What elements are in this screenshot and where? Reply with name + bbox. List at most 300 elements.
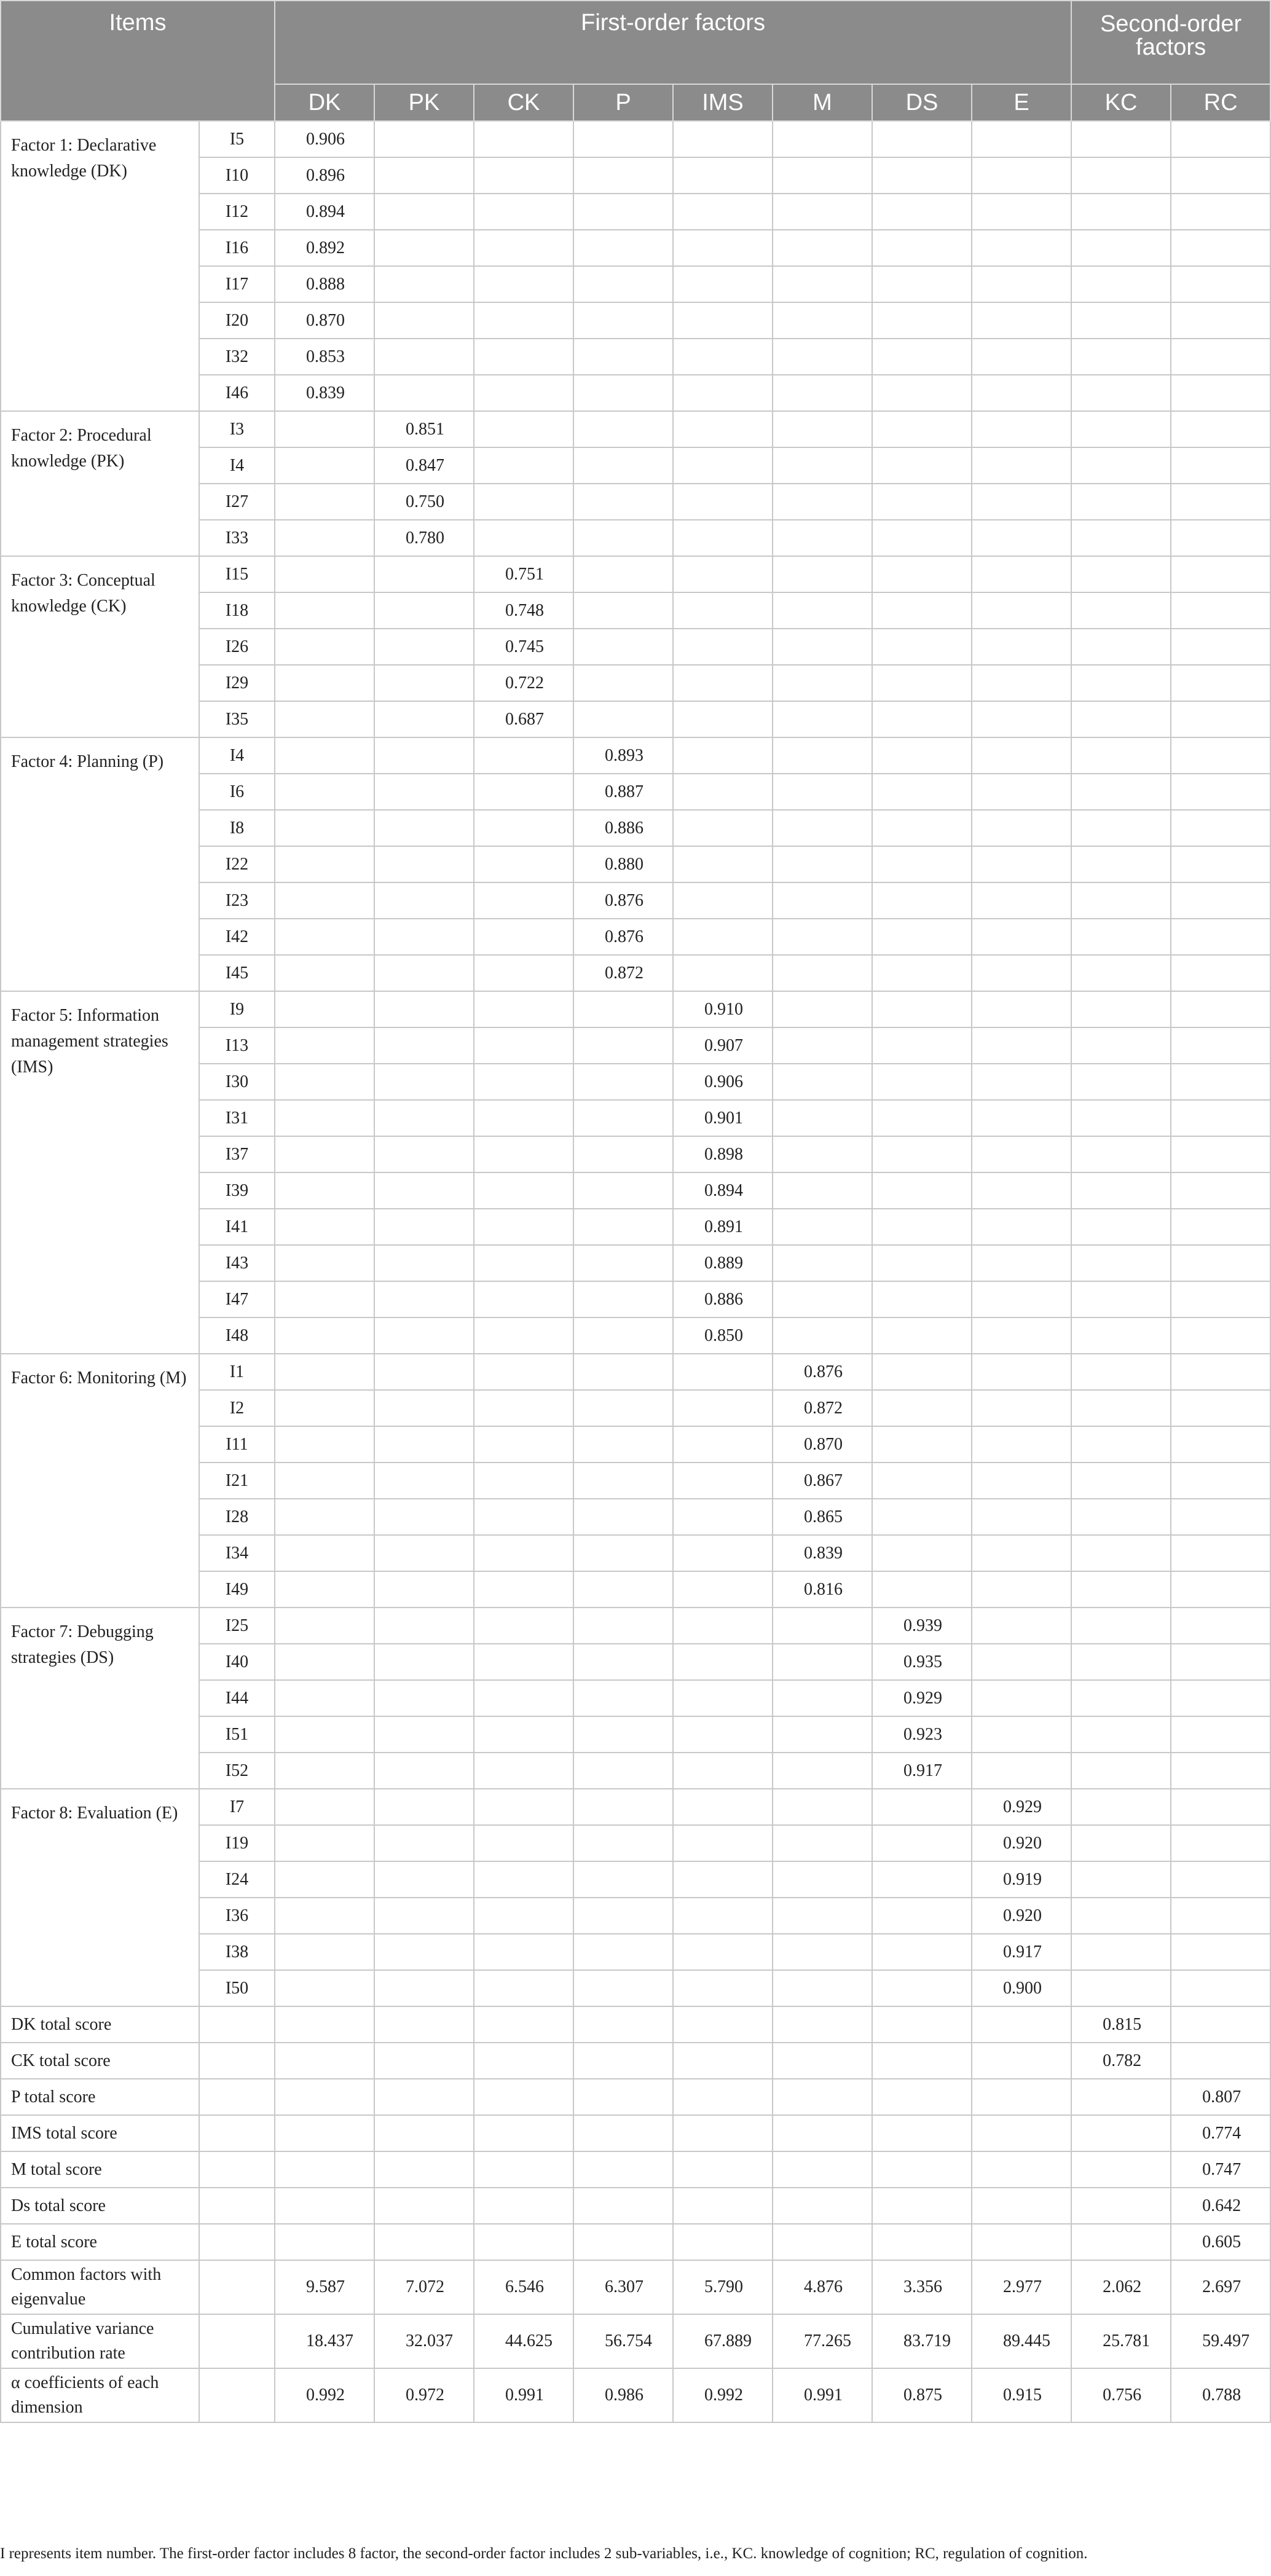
empty-cell [1171, 1281, 1270, 1317]
empty-cell [673, 1644, 773, 1680]
empty-cell [275, 2224, 374, 2260]
empty-cell [673, 1608, 773, 1644]
empty-cell [972, 1644, 1071, 1680]
table-row [1, 1608, 1270, 1644]
loading-value: 0.886 [573, 810, 673, 846]
empty-cell [872, 1245, 972, 1281]
empty-cell [275, 1825, 374, 1861]
table-row [1, 2260, 1270, 2314]
empty-cell [1071, 774, 1171, 810]
empty-cell [972, 1136, 1071, 1172]
empty-cell [275, 447, 374, 484]
empty-cell [673, 1825, 773, 1861]
empty-cell [872, 157, 972, 194]
empty-cell [275, 882, 374, 919]
empty-cell [773, 919, 872, 955]
empty-cell [673, 919, 773, 955]
empty-cell [673, 266, 773, 302]
empty-cell [673, 1463, 773, 1499]
empty-cell [872, 629, 972, 665]
loading-value: 0.780 [374, 520, 474, 556]
empty-cell [1171, 1716, 1270, 1753]
empty-cell [573, 230, 673, 266]
empty-cell [275, 1100, 374, 1136]
loading-value: 0.876 [573, 882, 673, 919]
empty-cell [1071, 302, 1171, 339]
empty-cell [1171, 1861, 1270, 1898]
empty-cell [573, 2079, 673, 2115]
loading-value: 0.896 [275, 157, 374, 194]
empty-cell [374, 2043, 474, 2079]
empty-cell [1171, 1535, 1270, 1571]
empty-cell [773, 701, 872, 737]
empty-cell [872, 1861, 972, 1898]
loading-value: 0.889 [673, 1245, 773, 1281]
empty-cell [773, 1209, 872, 1245]
empty-cell [573, 1172, 673, 1209]
empty-cell [474, 919, 573, 955]
empty-cell [573, 266, 673, 302]
loading-value: 0.865 [773, 1499, 872, 1535]
item-number: I41 [199, 1209, 275, 1245]
empty-cell [773, 2006, 872, 2043]
empty-cell [275, 2079, 374, 2115]
empty-cell [474, 1426, 573, 1463]
empty-cell [474, 2079, 573, 2115]
empty-cell [972, 2006, 1071, 2043]
empty-cell [673, 2079, 773, 2115]
empty-cell [773, 1644, 872, 1680]
empty-cell [773, 1136, 872, 1172]
table-row [1, 2115, 1270, 2151]
empty-cell [573, 1789, 673, 1825]
empty-cell [374, 230, 474, 266]
empty-cell [573, 2151, 673, 2188]
empty-cell [1071, 1644, 1171, 1680]
empty-cell [474, 2151, 573, 2188]
total-score-label: IMS total score [1, 2115, 199, 2151]
empty-cell [1071, 1789, 1171, 1825]
empty-cell [1071, 411, 1171, 447]
loading-value: 0.929 [972, 1789, 1071, 1825]
total-score-label: P total score [1, 2079, 199, 2115]
empty-cell [773, 2188, 872, 2224]
empty-cell [1071, 194, 1171, 230]
empty-cell [972, 1390, 1071, 1426]
item-number: I37 [199, 1136, 275, 1172]
loading-value: 0.605 [1171, 2224, 1270, 2260]
empty-cell [374, 1716, 474, 1753]
empty-cell [872, 230, 972, 266]
empty-cell [773, 157, 872, 194]
empty-cell [275, 955, 374, 991]
empty-cell [673, 1861, 773, 1898]
empty-cell [374, 194, 474, 230]
empty-cell [573, 1317, 673, 1354]
empty-cell [374, 1825, 474, 1861]
empty-cell [275, 2151, 374, 2188]
loading-value: 0.748 [474, 592, 573, 629]
empty-cell [1171, 1064, 1270, 1100]
empty-cell [1171, 737, 1270, 774]
empty-cell [474, 2006, 573, 2043]
empty-cell [872, 1027, 972, 1064]
empty-cell [474, 955, 573, 991]
empty-cell [275, 1463, 374, 1499]
empty-cell [374, 846, 474, 882]
empty-cell [972, 1027, 1071, 1064]
item-number: I13 [199, 1027, 275, 1064]
empty-cell [972, 1317, 1071, 1354]
empty-cell [374, 665, 474, 701]
empty-cell [1071, 1463, 1171, 1499]
loading-value: 0.917 [972, 1934, 1071, 1970]
empty-cell [474, 882, 573, 919]
empty-cell [374, 2188, 474, 2224]
empty-cell [374, 1571, 474, 1608]
empty-cell [972, 1426, 1071, 1463]
empty-cell [474, 1825, 573, 1861]
summary-value: 2.062 [1071, 2260, 1171, 2314]
empty-cell [474, 1317, 573, 1354]
column-header-ims: IMS [673, 84, 773, 121]
empty-cell [275, 592, 374, 629]
empty-cell [872, 1934, 972, 1970]
empty-cell [474, 737, 573, 774]
empty-cell [673, 1499, 773, 1535]
empty-cell [275, 1317, 374, 1354]
item-number: I42 [199, 919, 275, 955]
empty-cell [1071, 1571, 1171, 1608]
empty-cell [972, 1608, 1071, 1644]
column-header-kc: KC [1071, 84, 1171, 121]
empty-cell [275, 2006, 374, 2043]
item-number: I28 [199, 1499, 275, 1535]
table-row [1, 1354, 1270, 1390]
empty-cell [1071, 737, 1171, 774]
loading-value: 0.917 [872, 1753, 972, 1789]
table-row [1, 2188, 1270, 2224]
empty-cell [972, 882, 1071, 919]
empty-cell [972, 991, 1071, 1027]
item-number: I1 [199, 1354, 275, 1390]
summary-value: 0.756 [1071, 2368, 1171, 2422]
empty-cell [1171, 1970, 1270, 2006]
loading-value: 0.906 [275, 121, 374, 157]
empty-cell [773, 2043, 872, 2079]
empty-cell [474, 1789, 573, 1825]
loading-value: 0.900 [972, 1970, 1071, 2006]
item-number: I6 [199, 774, 275, 810]
empty-cell [872, 121, 972, 157]
item-number: I43 [199, 1245, 275, 1281]
empty-cell [1171, 1825, 1270, 1861]
empty-cell [573, 1281, 673, 1317]
empty-cell [673, 1571, 773, 1608]
empty-cell [275, 1934, 374, 1970]
loading-value: 0.906 [673, 1064, 773, 1100]
empty-cell [673, 1354, 773, 1390]
empty-cell [1171, 2006, 1270, 2043]
empty-cell [872, 1317, 972, 1354]
total-score-label: E total score [1, 2224, 199, 2260]
empty-cell [1171, 774, 1270, 810]
empty-cell [275, 1136, 374, 1172]
empty-cell [872, 2224, 972, 2260]
summary-value: 0.991 [474, 2368, 573, 2422]
empty-cell [673, 1535, 773, 1571]
empty-cell [573, 2188, 673, 2224]
empty-cell [573, 447, 673, 484]
loading-value: 0.745 [474, 629, 573, 665]
table-row [1, 2079, 1270, 2115]
empty-cell [872, 2188, 972, 2224]
empty-cell [275, 629, 374, 665]
empty-cell [872, 592, 972, 629]
item-number: I27 [199, 484, 275, 520]
item-number: I20 [199, 302, 275, 339]
empty-cell [275, 1789, 374, 1825]
empty-cell [1171, 1898, 1270, 1934]
empty-cell [374, 302, 474, 339]
empty-cell [773, 375, 872, 411]
summary-value: 18.437 [275, 2314, 374, 2368]
empty-cell [199, 2079, 275, 2115]
empty-cell [773, 1716, 872, 1753]
empty-cell [673, 1716, 773, 1753]
empty-cell [673, 1680, 773, 1716]
empty-cell [573, 1064, 673, 1100]
item-number: I24 [199, 1861, 275, 1898]
item-number: I15 [199, 556, 275, 592]
empty-cell [872, 1136, 972, 1172]
empty-cell [1071, 339, 1171, 375]
item-number: I21 [199, 1463, 275, 1499]
loading-value: 0.870 [275, 302, 374, 339]
factor-label: Factor 8: Evaluation (E) [1, 1789, 199, 2006]
empty-cell [1171, 810, 1270, 846]
loading-value: 0.886 [673, 1281, 773, 1317]
empty-cell [773, 737, 872, 774]
loading-value: 0.774 [1171, 2115, 1270, 2151]
empty-cell [474, 2043, 573, 2079]
empty-cell [872, 556, 972, 592]
loading-value: 0.891 [673, 1209, 773, 1245]
empty-cell [673, 2115, 773, 2151]
empty-cell [1171, 556, 1270, 592]
item-number: I9 [199, 991, 275, 1027]
item-number: I48 [199, 1317, 275, 1354]
column-header-dk: DK [275, 84, 374, 121]
empty-cell [1171, 1463, 1270, 1499]
empty-cell [1171, 629, 1270, 665]
item-number: I11 [199, 1426, 275, 1463]
table-row [1, 1789, 1270, 1825]
empty-cell [275, 1898, 374, 1934]
empty-cell [474, 1861, 573, 1898]
empty-cell [673, 1426, 773, 1463]
loading-value: 0.894 [275, 194, 374, 230]
empty-cell [374, 1136, 474, 1172]
empty-cell [474, 1027, 573, 1064]
loading-value: 0.901 [673, 1100, 773, 1136]
item-number: I39 [199, 1172, 275, 1209]
loading-value: 0.929 [872, 1680, 972, 1716]
empty-cell [275, 665, 374, 701]
loading-value: 0.782 [1071, 2043, 1171, 2079]
empty-cell [773, 1789, 872, 1825]
empty-cell [872, 665, 972, 701]
empty-cell [972, 810, 1071, 846]
empty-cell [573, 665, 673, 701]
empty-cell [773, 810, 872, 846]
empty-cell [972, 1753, 1071, 1789]
empty-cell [474, 194, 573, 230]
empty-cell [673, 846, 773, 882]
empty-cell [872, 810, 972, 846]
empty-cell [972, 737, 1071, 774]
empty-cell [275, 701, 374, 737]
empty-cell [474, 1172, 573, 1209]
empty-cell [1071, 230, 1171, 266]
empty-cell [872, 411, 972, 447]
empty-cell [872, 1426, 972, 1463]
column-header-ck: CK [474, 84, 573, 121]
empty-cell [872, 846, 972, 882]
item-number: I51 [199, 1716, 275, 1753]
empty-cell [972, 1064, 1071, 1100]
empty-cell [872, 2043, 972, 2079]
empty-cell [1071, 2115, 1171, 2151]
factor-label: Factor 6: Monitoring (M) [1, 1354, 199, 1608]
empty-cell [1171, 1245, 1270, 1281]
empty-cell [474, 1898, 573, 1934]
table-row [1, 2043, 1270, 2079]
empty-cell [972, 1281, 1071, 1317]
empty-cell [199, 2006, 275, 2043]
loading-value: 0.872 [573, 955, 673, 991]
empty-cell [474, 1136, 573, 1172]
empty-cell [474, 846, 573, 882]
empty-cell [374, 1644, 474, 1680]
first-order-header: First-order factors [275, 1, 1071, 84]
empty-cell [474, 1571, 573, 1608]
empty-cell [972, 1463, 1071, 1499]
empty-cell [374, 810, 474, 846]
factor-label: Factor 7: Debugging strategies (DS) [1, 1608, 199, 1789]
empty-cell [374, 1281, 474, 1317]
summary-value: 0.992 [275, 2368, 374, 2422]
items-header: Items [1, 1, 275, 121]
empty-cell [972, 592, 1071, 629]
empty-cell [1171, 1571, 1270, 1608]
empty-cell [673, 2224, 773, 2260]
empty-cell [872, 1281, 972, 1317]
loading-value: 0.722 [474, 665, 573, 701]
total-score-label: Ds total score [1, 2188, 199, 2224]
item-number: I45 [199, 955, 275, 991]
empty-cell [573, 1571, 673, 1608]
empty-cell [872, 1898, 972, 1934]
empty-cell [199, 2043, 275, 2079]
item-number: I10 [199, 157, 275, 194]
empty-cell [972, 1499, 1071, 1535]
factor-label: Factor 3: Conceptual knowledge (CK) [1, 556, 199, 737]
empty-cell [275, 1608, 374, 1644]
empty-cell [275, 1209, 374, 1245]
empty-cell [1071, 157, 1171, 194]
summary-value: 0.972 [374, 2368, 474, 2422]
empty-cell [1071, 1027, 1171, 1064]
column-header-e: E [972, 84, 1071, 121]
item-number: I17 [199, 266, 275, 302]
item-number: I16 [199, 230, 275, 266]
empty-cell [374, 1245, 474, 1281]
empty-cell [374, 1970, 474, 2006]
empty-cell [773, 1753, 872, 1789]
empty-cell [673, 2151, 773, 2188]
item-number: I4 [199, 447, 275, 484]
item-number: I31 [199, 1100, 275, 1136]
empty-cell [872, 1970, 972, 2006]
summary-value: 25.781 [1071, 2314, 1171, 2368]
empty-cell [374, 1027, 474, 1064]
empty-cell [773, 194, 872, 230]
empty-cell [474, 2224, 573, 2260]
summary-value: 0.915 [972, 2368, 1071, 2422]
empty-cell [374, 375, 474, 411]
empty-cell [1171, 1100, 1270, 1136]
empty-cell [773, 266, 872, 302]
empty-cell [773, 2079, 872, 2115]
table-row [1, 737, 1270, 774]
empty-cell [1071, 2151, 1171, 2188]
loading-value: 0.939 [872, 1608, 972, 1644]
empty-cell [573, 1825, 673, 1861]
empty-cell [872, 1499, 972, 1535]
empty-cell [474, 484, 573, 520]
empty-cell [773, 230, 872, 266]
empty-cell [474, 991, 573, 1027]
empty-cell [573, 1100, 673, 1136]
empty-cell [673, 375, 773, 411]
empty-cell [573, 1354, 673, 1390]
empty-cell [1071, 1608, 1171, 1644]
empty-cell [474, 2115, 573, 2151]
empty-cell [872, 774, 972, 810]
loading-value: 0.850 [673, 1317, 773, 1354]
empty-cell [1171, 2043, 1270, 2079]
empty-cell [972, 447, 1071, 484]
empty-cell [374, 955, 474, 991]
empty-cell [673, 2006, 773, 2043]
summary-value: 0.875 [872, 2368, 972, 2422]
empty-cell [573, 1426, 673, 1463]
empty-cell [1171, 1390, 1270, 1426]
empty-cell [1071, 991, 1171, 1027]
empty-cell [374, 1789, 474, 1825]
item-number: I33 [199, 520, 275, 556]
empty-cell [474, 1064, 573, 1100]
empty-cell [673, 1970, 773, 2006]
empty-cell [573, 157, 673, 194]
item-number: I4 [199, 737, 275, 774]
empty-cell [275, 1027, 374, 1064]
empty-cell [872, 339, 972, 375]
table-row [1, 2006, 1270, 2043]
empty-cell [872, 1825, 972, 1861]
empty-cell [275, 737, 374, 774]
